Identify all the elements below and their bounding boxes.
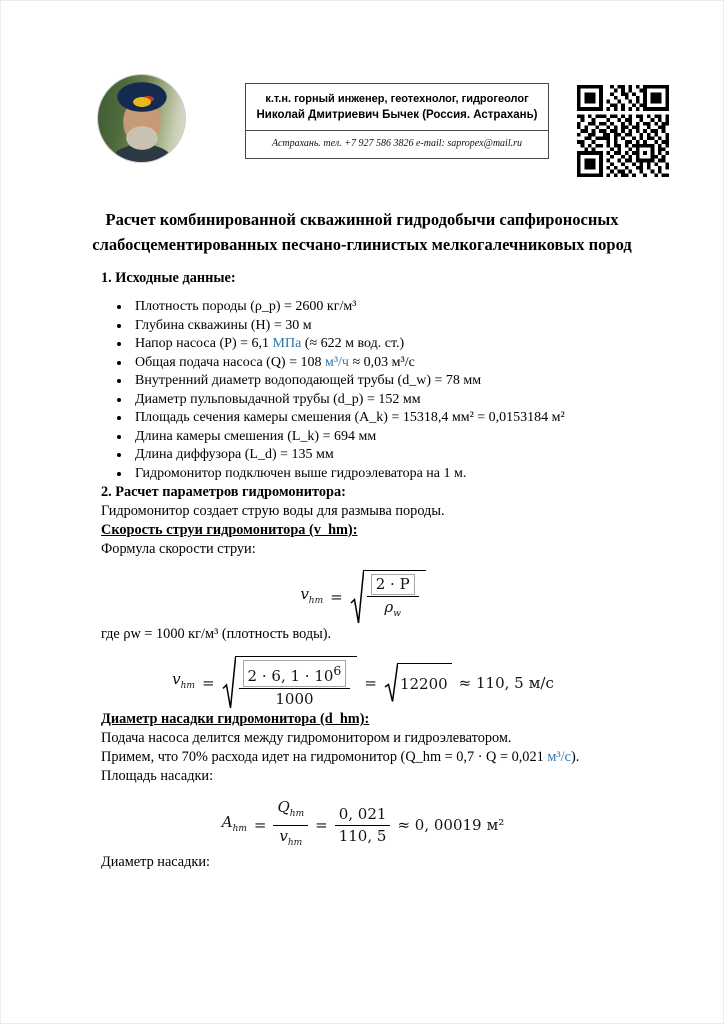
document-body — [101, 269, 625, 872]
numerator-base: 2 · 6, 1 · 10 — [247, 667, 334, 685]
formula-jet-velocity — [101, 570, 625, 625]
list-item-text: Гидромонитор подключен выше гидроэлеватора на 1 м. — [135, 465, 467, 481]
list-item-text: Диаметр пульповыдачной трубы (d_p) = 152 мм — [135, 391, 421, 407]
title-line-2: слабосцементированных песчано-глинистых мелкогалечниковых пород — [92, 235, 632, 254]
formula-lhs — [300, 585, 323, 611]
variable: ρ — [384, 598, 394, 616]
document-title — [51, 207, 673, 257]
variable: v — [172, 670, 181, 688]
section2-intro: Гидромонитор создает струю воды для размыва породы. — [101, 503, 445, 519]
list-item-text: Плотность породы (ρ_p) = 2600 кг/м³ — [135, 299, 357, 314]
list-item — [131, 372, 625, 391]
radicand: 12200 — [397, 663, 452, 703]
subscript: hm — [308, 595, 324, 606]
nozzle-diameter-label: Диаметр насадки: — [101, 854, 210, 870]
nozzle-line-2-text: Примем, что 70% расхода идет на гидромонитор (Q_hm = 0,7 · Q = 0,021 — [101, 749, 548, 765]
unit-label: м² — [486, 816, 505, 834]
qr-code-icon — [577, 85, 669, 177]
list-item-text: Внутренний диаметр водоподающей трубы (d_w) = 78 мм — [135, 373, 482, 388]
fraction — [335, 805, 391, 846]
list-item-text: Длина диффузора (L_d) = 135 мм — [135, 447, 334, 462]
fraction — [273, 798, 308, 853]
formula-result: ≈ 110, 5 — [458, 673, 524, 692]
formula-jet-velocity-numeric — [101, 656, 625, 710]
formula-lhs — [222, 813, 247, 839]
equals-sign: = — [315, 816, 328, 834]
fraction-numerator — [239, 660, 351, 688]
square-root — [384, 663, 452, 703]
fraction-numerator — [273, 798, 308, 825]
list-item — [131, 317, 625, 336]
equals-sign: = — [330, 588, 343, 606]
list-item — [131, 428, 625, 447]
variable: Q — [277, 798, 290, 816]
fraction-denominator: 110, 5 — [335, 825, 391, 846]
nozzle-heading: Диаметр насадки гидромонитора (d_hm): — [101, 711, 370, 727]
fraction-denominator — [367, 596, 419, 624]
list-item-text: (≈ 622 м вод. ст.) — [301, 336, 405, 351]
subscript: hm — [232, 823, 247, 834]
subscript: hm — [287, 838, 303, 848]
unit-value: МПа — [272, 336, 302, 351]
list-item — [131, 354, 625, 373]
fraction-numerator: 0, 021 — [338, 805, 387, 823]
subscript: hm — [289, 809, 305, 819]
list-item — [131, 465, 625, 484]
contact-card-top — [246, 84, 548, 131]
list-item — [131, 409, 625, 428]
unit-value: м³/ч — [324, 354, 349, 370]
list-item-text: Общая подача насоса (Q) = 108 — [135, 354, 325, 370]
formula-nozzle-area — [101, 798, 625, 853]
input-data-list — [101, 298, 625, 483]
fraction-denominator — [273, 825, 308, 853]
subscript: w — [393, 609, 401, 619]
density-note: где ρw = 1000 кг/м³ (плотность воды). — [101, 626, 332, 642]
contact-card — [245, 83, 549, 159]
velocity-heading: Скорость струи гидромонитора (v_hm): — [101, 522, 358, 538]
contact-info: Астрахань. тел. +7 927 586 3826 e-mail: sapropex@mail.ru — [272, 138, 522, 149]
unit-value: м³/с — [547, 749, 571, 765]
list-item-text: ≈ 0,03 м³/с — [348, 354, 415, 370]
nozzle-line-2 — [101, 748, 625, 767]
variable: v — [300, 584, 309, 603]
equals-sign: = — [364, 673, 377, 692]
list-item-text: Глубина скважины (H) = 30 м — [135, 317, 312, 333]
variable: v — [279, 827, 288, 845]
nozzle-area-label: Площадь насадки: — [101, 768, 214, 784]
fraction — [239, 660, 351, 709]
nozzle-line-1: Подача насоса делится между гидромонитором и гидроэлеватором. — [101, 730, 512, 746]
list-item-text: Площадь сечения камеры смешения (A_k) = 15318,4 мм² = 0,0153184 м² — [135, 410, 565, 425]
variable: A — [221, 812, 233, 831]
list-item — [131, 446, 625, 465]
list-item — [131, 391, 625, 410]
radical-icon — [222, 656, 236, 710]
unit-label: м/с — [528, 673, 554, 692]
exponent: 6 — [333, 663, 342, 678]
equals-sign: = — [253, 816, 267, 834]
contact-name: Николай Дмитриевич Бычек (Россия. Астрахань) — [256, 109, 538, 121]
section1-heading: 1. Исходные данные: — [101, 270, 236, 286]
fraction — [367, 574, 419, 624]
list-item-text: Напор насоса (P) = 6,1 — [135, 336, 273, 351]
radicand — [235, 656, 358, 710]
avatar — [97, 74, 186, 163]
title-line-1: Расчет комбинированной скважинной гидродобычи сапфироносных — [105, 210, 619, 229]
formula-result: ≈ 0, 00019 — [397, 816, 482, 834]
radical-icon — [350, 570, 364, 625]
radicand — [363, 570, 426, 625]
subscript: hm — [180, 681, 195, 691]
radical-icon — [384, 663, 398, 703]
nozzle-line-2-text: ). — [571, 749, 580, 765]
contact-role: к.т.н. горный инженер, геотехнолог, гидрогеолог — [265, 93, 529, 105]
fraction-numerator — [367, 574, 419, 596]
formula-lhs — [172, 670, 195, 696]
list-item — [131, 335, 625, 354]
equals-sign: = — [201, 673, 215, 692]
numerator-value: 2 · P — [371, 574, 415, 595]
square-root — [350, 570, 426, 625]
list-item — [131, 298, 625, 317]
square-root — [222, 656, 358, 710]
section2-heading: 2. Расчет параметров гидромонитора: — [101, 484, 346, 500]
fraction-denominator: 1000 — [239, 688, 351, 709]
numerator-value — [243, 660, 347, 687]
list-item-text: Длина камеры смешения (L_k) = 694 мм — [135, 428, 377, 444]
velocity-lead: Формула скорости струи: — [101, 541, 256, 557]
